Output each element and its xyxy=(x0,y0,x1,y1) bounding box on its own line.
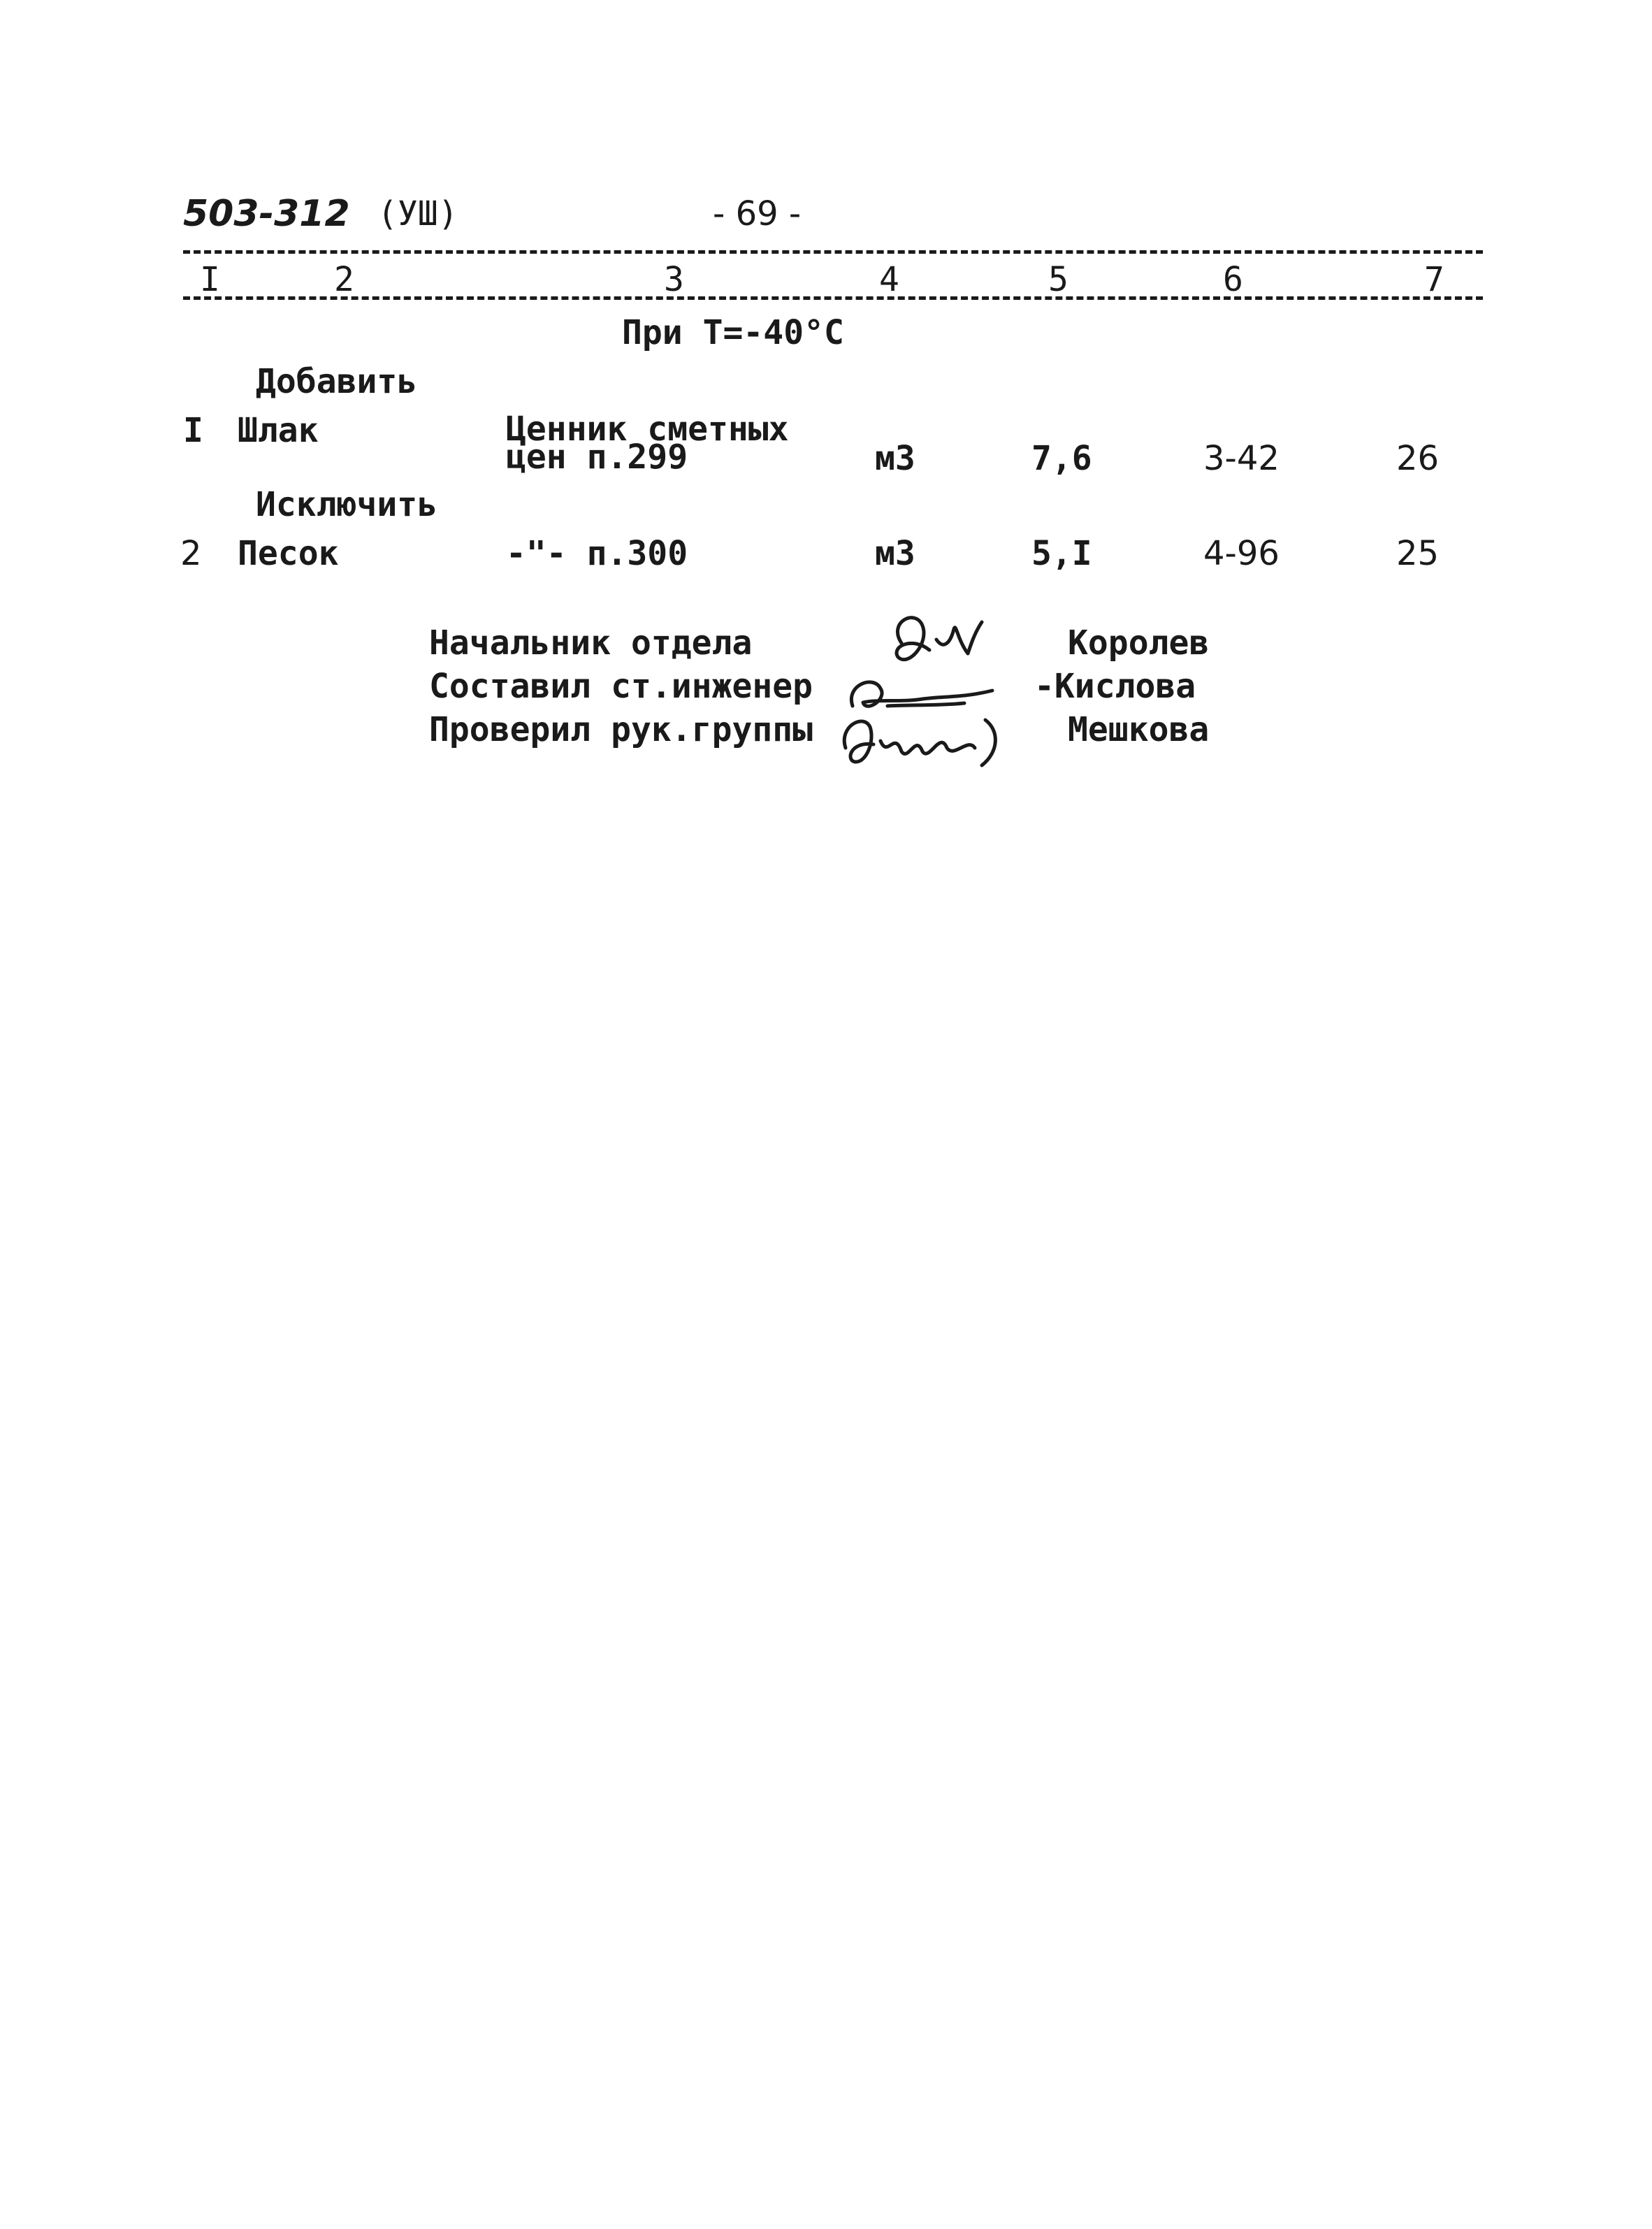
row-2-source: -"- п.300 xyxy=(506,534,688,573)
row-2-name: Песок xyxy=(238,534,339,573)
column-number-6: 6 xyxy=(1223,260,1243,299)
document-section: (УШ) xyxy=(377,194,458,233)
row-2-quantity: 5,I xyxy=(1031,534,1092,573)
row-2-unit: м3 xyxy=(875,534,915,573)
temperature-condition: При Т=-40°С xyxy=(622,313,844,352)
row-1-source-line-2: цен п.299 xyxy=(506,438,688,477)
section-label-exclude: Исключить xyxy=(256,485,438,524)
page-number: - 69 - xyxy=(713,194,802,233)
column-number-5: 5 xyxy=(1048,260,1068,299)
row-1-unit: м3 xyxy=(875,439,915,478)
row-1-price: 3-42 xyxy=(1203,439,1280,478)
document-code: 503-312 xyxy=(183,193,350,235)
column-number-3: 3 xyxy=(664,260,684,299)
row-1-number: I xyxy=(183,411,203,450)
signatory-name-checker: Мешкова xyxy=(1068,710,1210,749)
signatory-role-head: Начальник отдела xyxy=(429,623,753,663)
row-1-source-line-1: Ценник сметных xyxy=(506,410,789,449)
row-1-quantity: 7,6 xyxy=(1031,439,1092,478)
row-1-name: Шлак xyxy=(238,411,319,450)
row-2-number: 2 xyxy=(180,534,202,573)
column-number-2: 2 xyxy=(334,260,354,299)
section-label-add: Добавить xyxy=(256,362,418,401)
signatory-role-checker: Проверил рук.группы xyxy=(429,710,813,749)
handwritten-signatures xyxy=(825,601,1048,783)
signatory-role-compiler: Составил ст.инженер xyxy=(429,667,813,706)
header-divider-top xyxy=(183,250,1483,254)
column-number-1: I xyxy=(200,260,220,299)
column-number-4: 4 xyxy=(879,260,899,299)
row-2-price: 4-96 xyxy=(1203,534,1280,573)
signatory-name-head: Королев xyxy=(1068,623,1210,663)
row-1-total: 26 xyxy=(1396,439,1440,478)
row-2-total: 25 xyxy=(1396,534,1440,573)
column-number-7: 7 xyxy=(1424,260,1444,299)
signatory-name-compiler: -Кислова xyxy=(1034,667,1196,706)
header-divider-bottom xyxy=(183,296,1483,300)
